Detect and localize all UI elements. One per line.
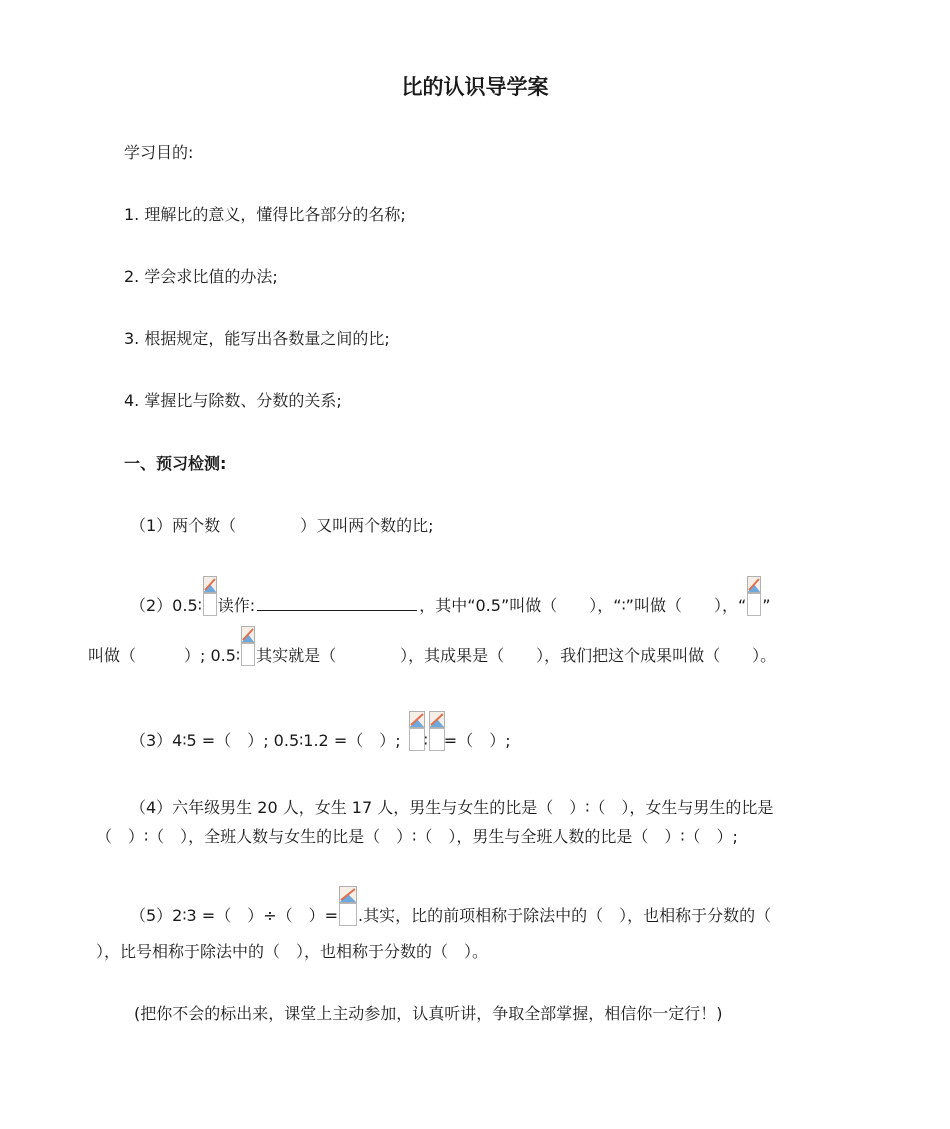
broken-image-icon	[339, 886, 357, 926]
section-heading: 一、预习检测:	[124, 454, 227, 473]
q3-text-c: =（ ）;	[443, 731, 511, 750]
q2-text-e: 叫做（ ）; 0.5∶	[88, 646, 241, 665]
question-4-line-2: （ ）∶（ ），全班人数与女生的比是（ ）∶（ ），男生与全班人数的比是（ ）∶（ ）;	[96, 827, 738, 846]
question-3	[130, 711, 511, 751]
question-5-line-1	[130, 886, 771, 926]
broken-image-icon	[241, 626, 255, 666]
objectives-heading: 学习目的:	[124, 143, 194, 162]
broken-image-icon	[203, 576, 217, 616]
answer-blank[interactable]	[257, 595, 417, 611]
objective-item: 1. 理解比的意义，懂得比各部分的名称;	[124, 205, 406, 224]
question-2-line-1	[130, 576, 860, 616]
q3-text-b: ∶	[423, 731, 428, 750]
question-1: （1）两个数（ ）又叫两个数的比;	[130, 516, 434, 535]
objective-item: 3. 根据规定，能写出各数量之间的比;	[124, 329, 390, 348]
q5-text-b: .其实，比的前项相称于除法中的（ ），也相称于分数的（	[358, 906, 772, 925]
q5-text-a: （5）2∶3 =（ ）÷（ ）=	[130, 906, 339, 925]
objective-item: 2. 学会求比值的办法;	[124, 267, 278, 286]
q2-text-f: 其实就是（ ），其成果是（ ），我们把这个成果叫做（ ）。	[256, 646, 777, 665]
q2-text-d: ”	[762, 596, 771, 615]
q3-text-a: （3）4∶5 =（ ）; 0.5∶1.2 =（ ）;	[130, 731, 401, 750]
broken-image-icon	[429, 711, 443, 751]
page-title: 比的认识导学案	[401, 75, 549, 99]
question-2-line-2	[88, 626, 868, 666]
encouragement-note: (把你不会的标出来，课堂上主动参加，认真听讲，争取全部掌握，相信你一定行！)	[134, 1004, 723, 1023]
objective-item: 4. 掌握比与除数、分数的关系;	[124, 391, 342, 410]
q2-text-b: 读作:	[217, 596, 256, 615]
broken-image-icon	[409, 711, 423, 751]
question-4-line-1: （4）六年级男生 20 人，女生 17 人，男生与女生的比是（ ）∶（ ），女生与男生的比是	[130, 798, 774, 817]
question-5-line-2: ），比号相称于除法中的（ ），也相称于分数的（ ）。	[96, 942, 489, 961]
broken-image-icon	[747, 576, 761, 616]
q2-text-c: ，其中“0.5”叫做（ ），“∶”叫做（ ），“	[419, 596, 747, 615]
q2-text-a: （2）0.5∶	[130, 596, 202, 615]
